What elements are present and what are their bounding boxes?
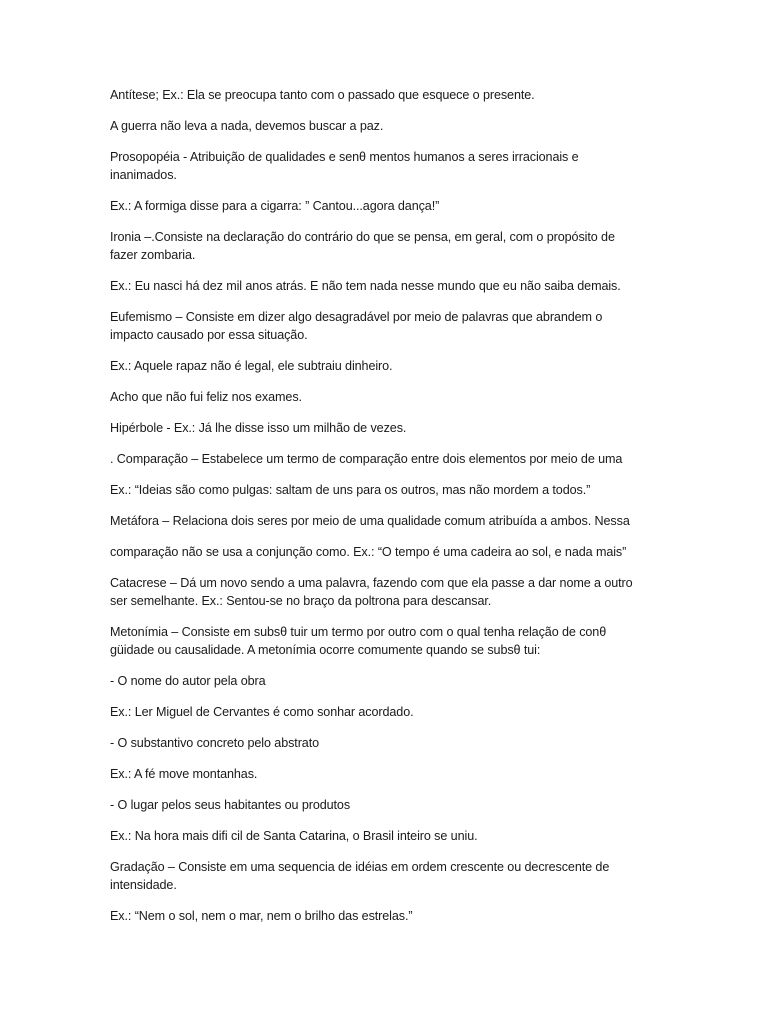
paragraph — [110, 512, 658, 530]
paragraph — [110, 623, 658, 659]
text-line: intensidade. — [110, 878, 177, 892]
text-line: - O nome do autor pela obra — [110, 674, 266, 688]
paragraph — [110, 765, 658, 783]
paragraph — [110, 858, 658, 894]
paragraph — [110, 86, 658, 104]
paragraph — [110, 117, 658, 135]
text-line: Hipérbole - Ex.: Já lhe disse isso um milhão de vezes. — [110, 421, 407, 435]
text-line: Antítese; Ex.: Ela se preocupa tanto com o passado que esquece o presente. — [110, 88, 535, 102]
text-line: Acho que não fui feliz nos exames. — [110, 390, 302, 404]
text-line: Ex.: Eu nasci há dez mil anos atrás. E não tem nada nesse mundo que eu não saiba demais. — [110, 279, 621, 293]
text-line: Ex.: Na hora mais diﬁ cil de Santa Catarina, o Brasil inteiro se uniu. — [110, 829, 478, 843]
paragraph — [110, 419, 658, 437]
text-line: comparação não se usa a conjunção como. Ex.: “O tempo é uma cadeira ao sol, e nada mais” — [110, 545, 627, 559]
paragraph — [110, 228, 658, 264]
paragraph — [110, 796, 658, 814]
paragraph — [110, 450, 658, 468]
text-line: güidade ou causalidade. A metonímia ocorre comumente quando se subsθ tui: — [110, 643, 541, 657]
text-line: Gradação – Consiste em uma sequencia de idéias em ordem crescente ou decrescente de — [110, 860, 610, 874]
text-line: Metonímia – Consiste em subsθ tuir um termo por outro com o qual tenha relação de conθ — [110, 625, 607, 639]
text-line: Ex.: Ler Miguel de Cervantes é como sonhar acordado. — [110, 705, 414, 719]
text-line: . Comparação – Estabelece um termo de comparação entre dois elementos por meio de uma — [110, 452, 623, 466]
text-line: Ex.: Aquele rapaz não é legal, ele subtraiu dinheiro. — [110, 359, 393, 373]
paragraph — [110, 148, 658, 184]
text-line: inanimados. — [110, 168, 177, 182]
paragraph — [110, 308, 658, 344]
paragraph — [110, 197, 658, 215]
paragraph — [110, 734, 658, 752]
text-line: impacto causado por essa situação. — [110, 328, 308, 342]
text-line: - O substantivo concreto pelo abstrato — [110, 736, 320, 750]
text-line: ser semelhante. Ex.: Sentou-se no braço da poltrona para descansar. — [110, 594, 492, 608]
paragraph — [110, 543, 658, 561]
paragraph — [110, 907, 658, 925]
text-line: Ex.: A fé move montanhas. — [110, 767, 258, 781]
paragraph — [110, 703, 658, 721]
paragraph — [110, 574, 658, 610]
text-line: Prosopopéia - Atribuição de qualidades e senθ mentos humanos a seres irracionais e — [110, 150, 579, 164]
paragraph — [110, 357, 658, 375]
paragraph — [110, 481, 658, 499]
document-body — [110, 86, 658, 925]
text-line: Ex.: “Ideias são como pulgas: saltam de uns para os outros, mas não mordem a todos.” — [110, 483, 591, 497]
paragraph — [110, 827, 658, 845]
text-line: Ironia –.Consiste na declaração do contrário do que se pensa, em geral, com o propósito de — [110, 230, 615, 244]
text-line: - O lugar pelos seus habitantes ou produtos — [110, 798, 351, 812]
text-line: Catacrese – Dá um novo sendo a uma palavra, fazendo com que ela passe a dar nome a outro — [110, 576, 633, 590]
text-line: A guerra não leva a nada, devemos buscar a paz. — [110, 119, 384, 133]
text-line: fazer zombaria. — [110, 248, 196, 262]
paragraph — [110, 388, 658, 406]
text-line: Metáfora – Relaciona dois seres por meio de uma qualidade comum atribuída a ambos. Nessa — [110, 514, 630, 528]
text-line: Eufemismo – Consiste em dizer algo desagradável por meio de palavras que abrandem o — [110, 310, 603, 324]
text-line: Ex.: “Nem o sol, nem o mar, nem o brilho das estrelas.” — [110, 909, 413, 923]
paragraph — [110, 672, 658, 690]
text-line: Ex.: A formiga disse para a cigarra: ” Cantou...agora dança!” — [110, 199, 440, 213]
paragraph — [110, 277, 658, 295]
